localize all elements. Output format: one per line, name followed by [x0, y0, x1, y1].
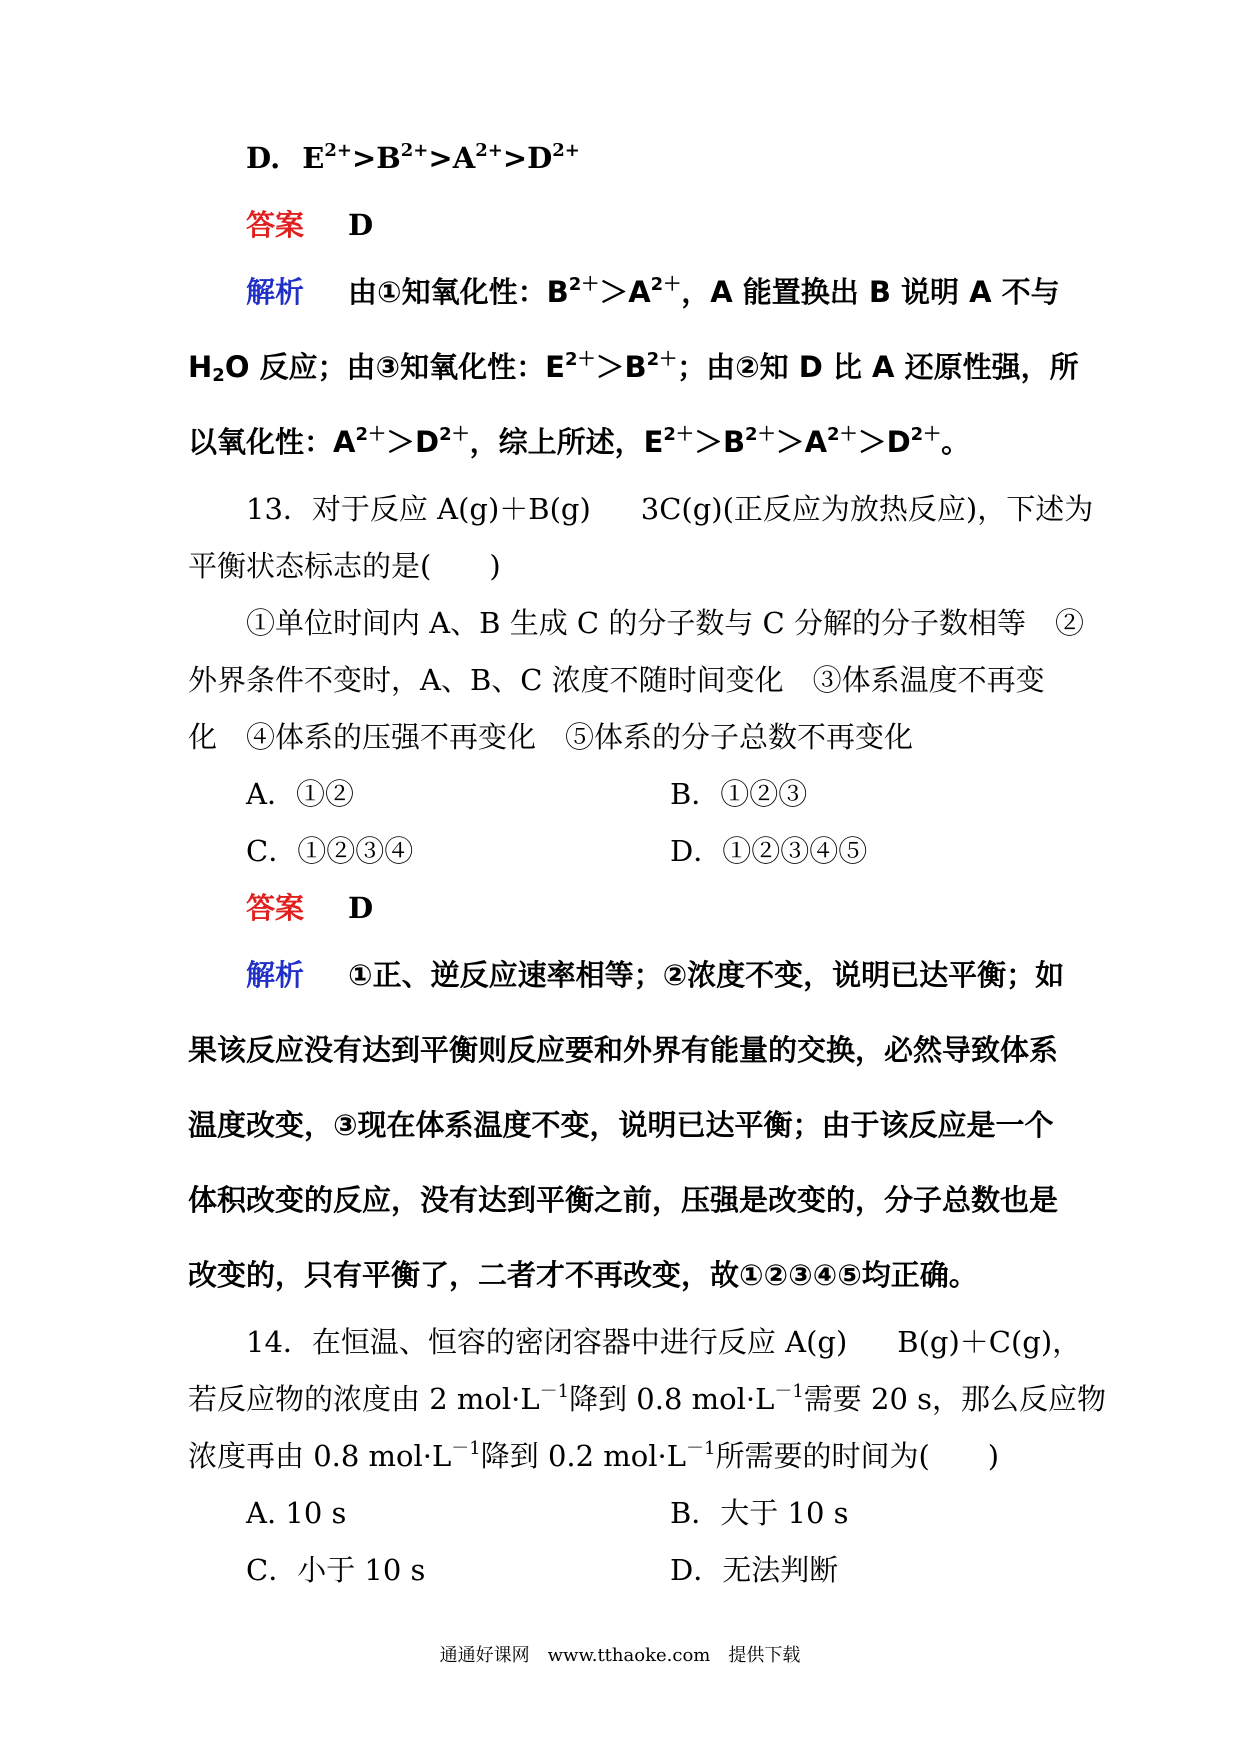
q14-stem-line2 — [188, 1379, 1106, 1419]
q13-analysis-line2: 果该反应没有达到平衡则反应要和外界有能量的交换，必然导致体系 — [188, 1033, 1059, 1067]
q13-cond-line3: 化 ④体系的压强不再变化 ⑤体系的分子总数不再变化 — [188, 720, 914, 754]
exponent: －1 — [686, 1438, 716, 1459]
charge: 2＋ — [827, 424, 858, 445]
charge: 2＋ — [910, 424, 942, 445]
text: 由①知氧化性：B — [348, 275, 569, 309]
q13-cond-line1: ①单位时间内 A、B 生成 C 的分子数与 C 分解的分子数相等 ② — [246, 606, 1084, 640]
q13-stem-line1 — [246, 489, 1093, 529]
q14-stem-line3 — [188, 1436, 999, 1476]
text: 降到 0.8 mol·L — [569, 1382, 775, 1416]
charge: 2+ — [552, 140, 580, 161]
q14-option-b: B．大于 10 s — [670, 1496, 849, 1530]
text: ；由②知 D 比 A 还原性强，所 — [677, 350, 1079, 384]
analysis-label: 解析 — [246, 275, 305, 309]
text: O 反应；由③知氧化性：E — [224, 350, 565, 384]
answer-label: 答案 — [246, 208, 305, 242]
q14-option-c: C．小于 10 s — [246, 1553, 426, 1587]
text: 降到 0.2 mol·L — [480, 1439, 687, 1473]
ion-a: A — [452, 141, 476, 175]
text: 需要 20 s，那么反应物 — [803, 1382, 1107, 1416]
charge: 2＋ — [568, 274, 600, 295]
analysis-label: 解析 — [246, 958, 305, 992]
gt-sign: > — [428, 141, 453, 175]
subscript: 2 — [212, 365, 225, 386]
q13-analysis-line1 — [246, 955, 1064, 995]
text: ，综上所述，E — [469, 425, 664, 459]
charge: 2＋ — [663, 424, 694, 445]
text: ＞D — [857, 425, 911, 459]
charge: 2＋ — [646, 349, 678, 370]
text: B(g)＋C(g)， — [897, 1325, 1082, 1359]
q13-stem-line2: 平衡状态标志的是( ) — [188, 549, 501, 583]
q14-option-d: D．无法判断 — [670, 1553, 839, 1587]
exponent: －1 — [774, 1381, 804, 1402]
answer-value: D — [348, 208, 374, 242]
charge: 2＋ — [650, 274, 682, 295]
exponent: －1 — [451, 1438, 481, 1459]
ion-b: B — [376, 141, 401, 175]
q12-answer — [246, 205, 373, 245]
text: 所需要的时间为( ) — [715, 1439, 1000, 1473]
q13-answer — [246, 888, 373, 928]
answer-label: 答案 — [246, 891, 305, 925]
text: ＞B — [595, 350, 647, 384]
q12-analysis-line3 — [188, 422, 970, 462]
q14-option-a: A. 10 s — [246, 1496, 347, 1530]
q13-analysis-line4: 体积改变的反应，没有达到平衡之前，压强是改变的，分子总数也是 — [188, 1183, 1059, 1217]
q12-analysis-line2 — [188, 347, 1079, 387]
text: ＞A — [599, 275, 651, 309]
text: ＞A — [775, 425, 828, 459]
charge: 2＋ — [439, 424, 470, 445]
text: 14．在恒温、恒容的密闭容器中进行反应 A(g) — [246, 1325, 848, 1359]
text: 以氧化性：A — [188, 425, 356, 459]
charge: 2+ — [475, 140, 503, 161]
text: 13．对于反应 A(g)＋B(g) — [246, 492, 591, 526]
charge: 2+ — [400, 140, 429, 161]
text: H — [188, 350, 213, 384]
q13-option-a: A．①② — [246, 777, 354, 811]
gt-sign: > — [351, 141, 377, 175]
q14-stem-line1 — [246, 1322, 1081, 1362]
q13-option-d: D．①②③④⑤ — [670, 834, 868, 868]
charge: 2＋ — [355, 424, 386, 445]
text: ＞B — [693, 425, 746, 459]
text: ＞D — [385, 425, 440, 459]
option-letter: D. — [246, 141, 281, 175]
exponent: －1 — [539, 1381, 570, 1402]
q13-analysis-line5: 改变的，只有平衡了，二者才不再改变，故①②③④⑤均正确。 — [188, 1258, 978, 1292]
ion-d: D — [527, 141, 553, 175]
q13-option-c: C．①②③④ — [246, 834, 414, 868]
text: 。 — [941, 425, 971, 459]
answer-value: D — [348, 891, 374, 925]
charge: 2＋ — [564, 349, 596, 370]
text: 浓度再由 0.8 mol·L — [188, 1439, 452, 1473]
text: 3C(g)(正反应为放热反应)，下述为 — [640, 492, 1094, 526]
text: 若反应物的浓度由 2 mol·L — [188, 1382, 540, 1416]
q12-analysis-line1 — [246, 272, 1060, 312]
ion-e: E — [302, 141, 325, 175]
charge: 2＋ — [745, 424, 776, 445]
text: ，A 能置换出 B 说明 A 不与 — [681, 275, 1060, 309]
q13-cond-line2: 外界条件不变时，A、B、C 浓度不随时间变化 ③体系温度不再变 — [188, 663, 1045, 697]
gt-sign: > — [502, 141, 528, 175]
q13-analysis-line3: 温度改变，③现在体系温度不变，说明已达平衡；由于该反应是一个 — [188, 1108, 1054, 1142]
text: ①正、逆反应速率相等；②浓度不变，说明已达平衡；如 — [348, 958, 1065, 992]
charge: 2+ — [324, 140, 352, 161]
q13-option-b: B．①②③ — [670, 777, 808, 811]
q12-option-d — [246, 138, 580, 178]
page-footer: 通通好课网 www.tthaoke.com 提供下载 — [439, 1645, 801, 1666]
